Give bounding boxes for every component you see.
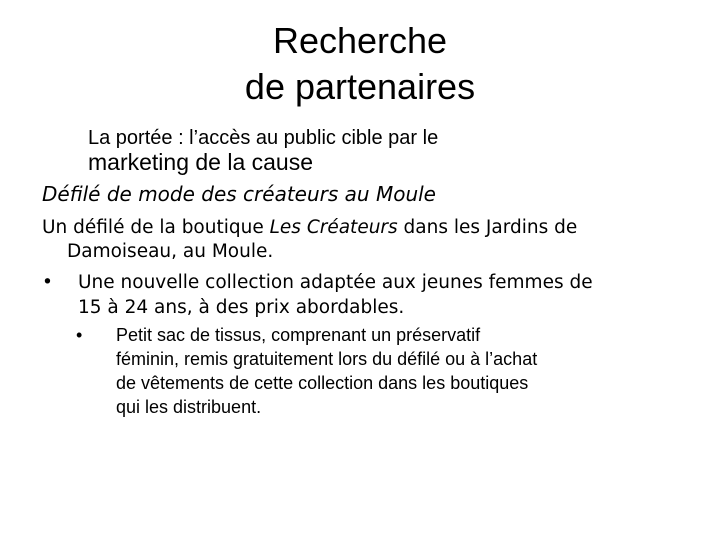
sub-bullet-item-bag — [76, 323, 696, 419]
paragraph-text-before: Un défilé de la boutique — [42, 217, 270, 238]
slide-title-line-1: Recherche — [272, 20, 448, 61]
bullet-marker: • — [42, 272, 53, 293]
sub-bullet-line-2: féminin, remis gratuitement lors du défilé ou à l’achat — [116, 349, 538, 369]
paragraph-italic-name: Les Créateurs — [269, 217, 398, 238]
bullet-item-collection — [42, 270, 702, 320]
sub-bullet-marker: • — [76, 325, 83, 345]
bullet-line-1: Une nouvelle collection adaptée aux jeunes femmes de — [78, 272, 593, 293]
subtitle-line-2: marketing de la cause — [88, 149, 314, 175]
bullet-line-2: 15 à 24 ans, à des prix abordables. — [78, 297, 405, 318]
sub-bullet-line-1: Petit sac de tissus, comprenant un préservatif — [116, 325, 481, 345]
subtitle-line-1: La portée : l’accès au public cible par le — [88, 127, 439, 149]
slide-title — [0, 18, 720, 110]
slide-subtitle — [88, 126, 688, 174]
sub-bullet-line-4: qui les distribuent. — [116, 397, 262, 417]
slide-title-line-2: de partenaires — [244, 66, 476, 107]
paragraph-text-after: dans les Jardins de — [397, 217, 578, 238]
body-paragraph — [42, 216, 702, 264]
paragraph-line-2: Damoiseau, au Moule. — [67, 241, 274, 262]
section-heading: Défilé de mode des créateurs au Moule — [42, 182, 436, 206]
sub-bullet-line-3: de vêtements de cette collection dans les boutiques — [116, 373, 529, 393]
paragraph-line-1 — [42, 216, 702, 240]
